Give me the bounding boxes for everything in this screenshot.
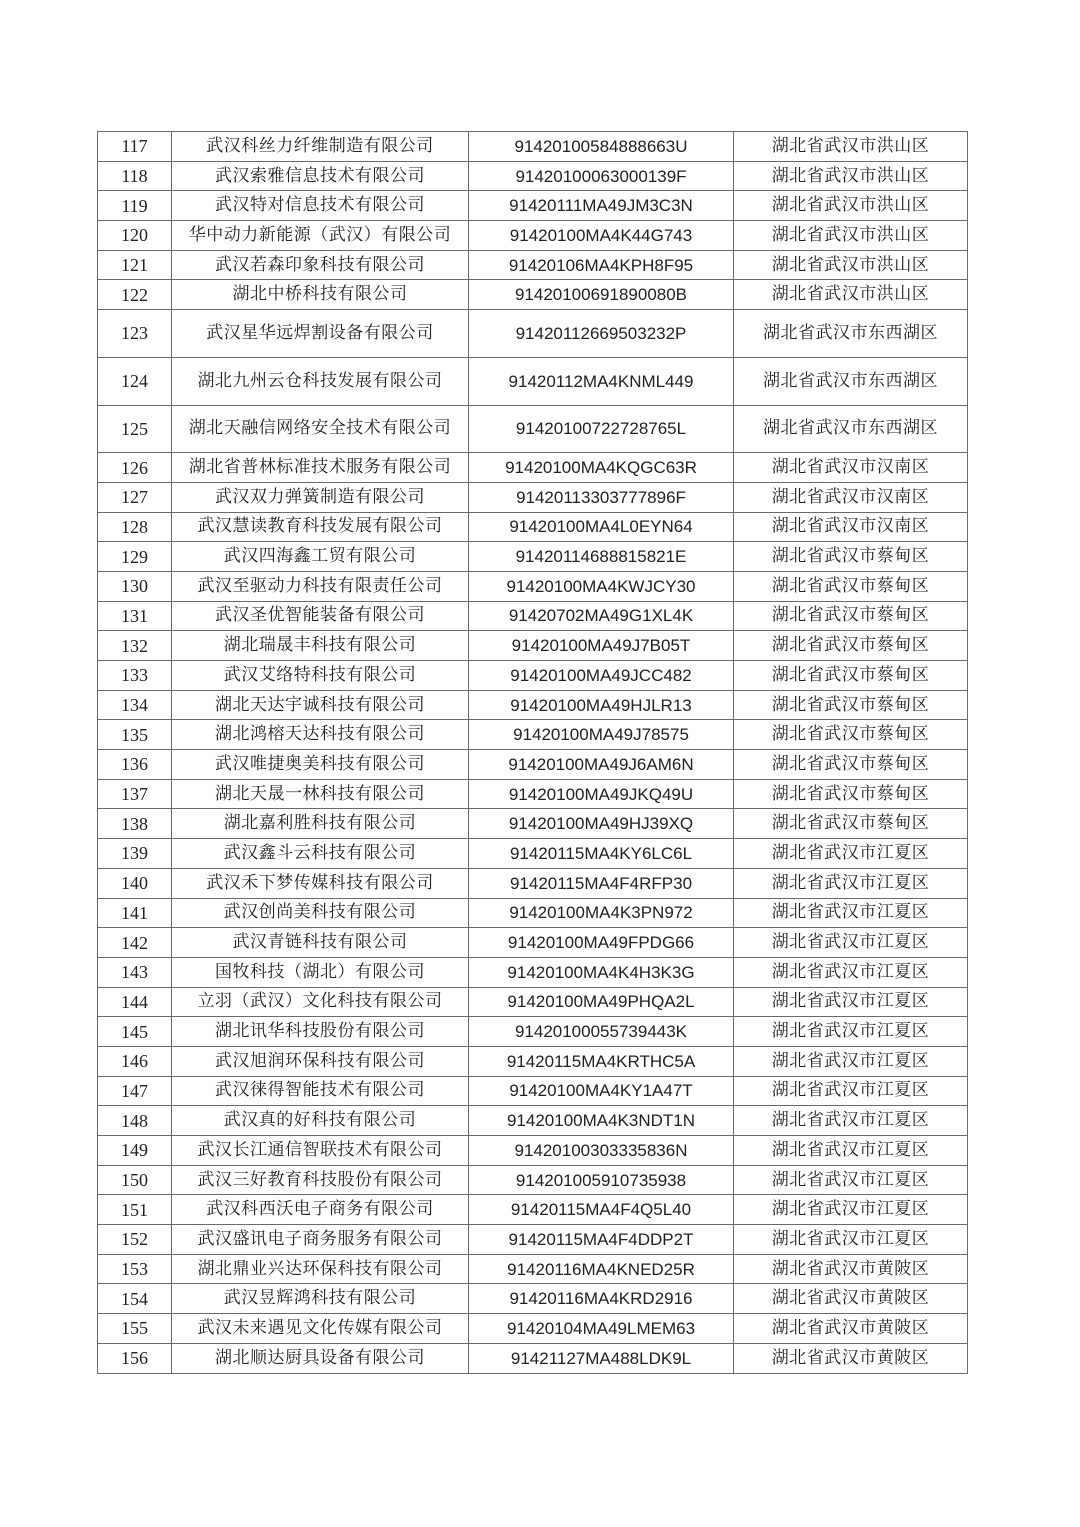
credit-code-cell: 91420111MA49JM3C3N bbox=[469, 191, 734, 221]
table-row bbox=[98, 482, 968, 512]
credit-code-cell: 91420100MA4KQGC63R bbox=[469, 453, 734, 483]
region-cell: 湖北省武汉市汉南区 bbox=[734, 482, 968, 512]
company-name-cell: 湖北鼎业兴达环保科技有限公司 bbox=[172, 1254, 469, 1284]
row-number-cell: 150 bbox=[98, 1165, 172, 1195]
region-cell: 湖北省武汉市黄陂区 bbox=[734, 1284, 968, 1314]
credit-code-cell: 91420100MA49JKQ49U bbox=[469, 779, 734, 809]
region-cell: 湖北省武汉市江夏区 bbox=[734, 1076, 968, 1106]
row-number-cell: 149 bbox=[98, 1136, 172, 1166]
region-cell: 湖北省武汉市洪山区 bbox=[734, 280, 968, 310]
row-number-cell: 133 bbox=[98, 661, 172, 691]
company-name-cell: 武汉双力弹簧制造有限公司 bbox=[172, 482, 469, 512]
region-cell: 湖北省武汉市蔡甸区 bbox=[734, 690, 968, 720]
company-name-cell: 武汉唯捷奥美科技有限公司 bbox=[172, 750, 469, 780]
company-name-cell: 武汉未来遇见文化传媒有限公司 bbox=[172, 1314, 469, 1344]
row-number-cell: 122 bbox=[98, 280, 172, 310]
row-number-cell: 128 bbox=[98, 512, 172, 542]
company-name-cell: 武汉索雅信息技术有限公司 bbox=[172, 161, 469, 191]
credit-code-cell: 91420115MA4F4RFP30 bbox=[469, 868, 734, 898]
table-row bbox=[98, 191, 968, 221]
table-row bbox=[98, 1136, 968, 1166]
credit-code-cell: 91420116MA4KNED25R bbox=[469, 1254, 734, 1284]
credit-code-cell: 91420100MA49PHQA2L bbox=[469, 987, 734, 1017]
table-row bbox=[98, 1046, 968, 1076]
table-row bbox=[98, 280, 968, 310]
region-cell: 湖北省武汉市江夏区 bbox=[734, 868, 968, 898]
region-cell: 湖北省武汉市江夏区 bbox=[734, 987, 968, 1017]
credit-code-cell: 91420100MA49HJ39XQ bbox=[469, 809, 734, 839]
table-row bbox=[98, 839, 968, 869]
row-number-cell: 126 bbox=[98, 453, 172, 483]
company-name-cell: 武汉旭润环保科技有限公司 bbox=[172, 1046, 469, 1076]
credit-code-cell: 914201005910735938 bbox=[469, 1165, 734, 1195]
row-number-cell: 137 bbox=[98, 779, 172, 809]
credit-code-cell: 91420115MA4KY6LC6L bbox=[469, 839, 734, 869]
credit-code-cell: 91420115MA4F4Q5L40 bbox=[469, 1195, 734, 1225]
table-row bbox=[98, 221, 968, 251]
row-number-cell: 145 bbox=[98, 1017, 172, 1047]
table-row bbox=[98, 1076, 968, 1106]
row-number-cell: 121 bbox=[98, 250, 172, 280]
table-row bbox=[98, 1314, 968, 1344]
table-row bbox=[98, 928, 968, 958]
table-row bbox=[98, 1284, 968, 1314]
table-row bbox=[98, 357, 968, 405]
row-number-cell: 124 bbox=[98, 357, 172, 405]
region-cell: 湖北省武汉市黄陂区 bbox=[734, 1254, 968, 1284]
region-cell: 湖北省武汉市汉南区 bbox=[734, 512, 968, 542]
row-number-cell: 127 bbox=[98, 482, 172, 512]
row-number-cell: 118 bbox=[98, 161, 172, 191]
row-number-cell: 139 bbox=[98, 839, 172, 869]
table-row bbox=[98, 1017, 968, 1047]
row-number-cell: 144 bbox=[98, 987, 172, 1017]
row-number-cell: 134 bbox=[98, 690, 172, 720]
region-cell: 湖北省武汉市蔡甸区 bbox=[734, 779, 968, 809]
company-name-cell: 武汉星华远焊割设备有限公司 bbox=[172, 310, 469, 358]
region-cell: 湖北省武汉市黄陂区 bbox=[734, 1314, 968, 1344]
region-cell: 湖北省武汉市蔡甸区 bbox=[734, 571, 968, 601]
table-body bbox=[98, 132, 968, 1374]
row-number-cell: 123 bbox=[98, 310, 172, 358]
credit-code-cell: 91420100MA4K3NDT1N bbox=[469, 1106, 734, 1136]
table-row bbox=[98, 405, 968, 453]
credit-code-cell: 91420100MA4KWJCY30 bbox=[469, 571, 734, 601]
credit-code-cell: 91420100MA4K44G743 bbox=[469, 221, 734, 251]
credit-code-cell: 91420100055739443K bbox=[469, 1017, 734, 1047]
credit-code-cell: 91420115MA4F4DDP2T bbox=[469, 1225, 734, 1255]
credit-code-cell: 91420100691890080B bbox=[469, 280, 734, 310]
table-row bbox=[98, 1254, 968, 1284]
company-name-cell: 湖北天达宇诚科技有限公司 bbox=[172, 690, 469, 720]
row-number-cell: 143 bbox=[98, 957, 172, 987]
table-row bbox=[98, 512, 968, 542]
region-cell: 湖北省武汉市汉南区 bbox=[734, 453, 968, 483]
row-number-cell: 132 bbox=[98, 631, 172, 661]
company-name-cell: 武汉科丝力纤维制造有限公司 bbox=[172, 132, 469, 162]
row-number-cell: 138 bbox=[98, 809, 172, 839]
credit-code-cell: 91420100MA49HJLR13 bbox=[469, 690, 734, 720]
region-cell: 湖北省武汉市江夏区 bbox=[734, 1195, 968, 1225]
company-name-cell: 湖北天融信网络安全技术有限公司 bbox=[172, 405, 469, 453]
company-name-cell: 湖北省普林标准技术服务有限公司 bbox=[172, 453, 469, 483]
company-name-cell: 武汉特对信息技术有限公司 bbox=[172, 191, 469, 221]
table-row bbox=[98, 542, 968, 572]
credit-code-cell: 91420100MA49J7B05T bbox=[469, 631, 734, 661]
company-name-cell: 武汉至驱动力科技有限责任公司 bbox=[172, 571, 469, 601]
row-number-cell: 125 bbox=[98, 405, 172, 453]
row-number-cell: 147 bbox=[98, 1076, 172, 1106]
company-name-cell: 武汉盛讯电子商务服务有限公司 bbox=[172, 1225, 469, 1255]
company-name-cell: 武汉禾下梦传媒科技有限公司 bbox=[172, 868, 469, 898]
credit-code-cell: 91420100303335836N bbox=[469, 1136, 734, 1166]
row-number-cell: 154 bbox=[98, 1284, 172, 1314]
credit-code-cell: 91420100722728765L bbox=[469, 405, 734, 453]
region-cell: 湖北省武汉市江夏区 bbox=[734, 928, 968, 958]
region-cell: 湖北省武汉市洪山区 bbox=[734, 221, 968, 251]
region-cell: 湖北省武汉市蔡甸区 bbox=[734, 809, 968, 839]
row-number-cell: 120 bbox=[98, 221, 172, 251]
credit-code-cell: 91420114688815821E bbox=[469, 542, 734, 572]
region-cell: 湖北省武汉市洪山区 bbox=[734, 250, 968, 280]
company-name-cell: 武汉徕得智能技术有限公司 bbox=[172, 1076, 469, 1106]
region-cell: 湖北省武汉市江夏区 bbox=[734, 1225, 968, 1255]
credit-code-cell: 91420116MA4KRD2916 bbox=[469, 1284, 734, 1314]
company-name-cell: 湖北嘉利胜科技有限公司 bbox=[172, 809, 469, 839]
row-number-cell: 153 bbox=[98, 1254, 172, 1284]
row-number-cell: 140 bbox=[98, 868, 172, 898]
table-row bbox=[98, 750, 968, 780]
credit-code-cell: 91420100MA4KY1A47T bbox=[469, 1076, 734, 1106]
company-name-cell: 立羽（武汉）文化科技有限公司 bbox=[172, 987, 469, 1017]
table-row bbox=[98, 898, 968, 928]
row-number-cell: 130 bbox=[98, 571, 172, 601]
credit-code-cell: 91420113303777896F bbox=[469, 482, 734, 512]
credit-code-cell: 91420702MA49G1XL4K bbox=[469, 601, 734, 631]
table-row bbox=[98, 250, 968, 280]
credit-code-cell: 91420100MA49J6AM6N bbox=[469, 750, 734, 780]
credit-code-cell: 91420100MA49FPDG66 bbox=[469, 928, 734, 958]
row-number-cell: 131 bbox=[98, 601, 172, 631]
region-cell: 湖北省武汉市洪山区 bbox=[734, 191, 968, 221]
company-name-cell: 武汉鑫斗云科技有限公司 bbox=[172, 839, 469, 869]
table-row bbox=[98, 957, 968, 987]
company-name-cell: 武汉真的好科技有限公司 bbox=[172, 1106, 469, 1136]
row-number-cell: 151 bbox=[98, 1195, 172, 1225]
row-number-cell: 141 bbox=[98, 898, 172, 928]
table-row bbox=[98, 453, 968, 483]
company-name-cell: 武汉青链科技有限公司 bbox=[172, 928, 469, 958]
table-row bbox=[98, 1225, 968, 1255]
credit-code-cell: 91420100MA49JCC482 bbox=[469, 661, 734, 691]
row-number-cell: 119 bbox=[98, 191, 172, 221]
credit-code-cell: 91420115MA4KRTHC5A bbox=[469, 1046, 734, 1076]
region-cell: 湖北省武汉市洪山区 bbox=[734, 132, 968, 162]
region-cell: 湖北省武汉市江夏区 bbox=[734, 1136, 968, 1166]
region-cell: 湖北省武汉市江夏区 bbox=[734, 1165, 968, 1195]
region-cell: 湖北省武汉市江夏区 bbox=[734, 957, 968, 987]
table-row bbox=[98, 1165, 968, 1195]
table-row bbox=[98, 571, 968, 601]
table-row bbox=[98, 132, 968, 162]
row-number-cell: 152 bbox=[98, 1225, 172, 1255]
company-name-cell: 武汉昱辉鸿科技有限公司 bbox=[172, 1284, 469, 1314]
company-name-cell: 湖北中桥科技有限公司 bbox=[172, 280, 469, 310]
company-name-cell: 武汉慧读教育科技发展有限公司 bbox=[172, 512, 469, 542]
region-cell: 湖北省武汉市蔡甸区 bbox=[734, 661, 968, 691]
table-row bbox=[98, 779, 968, 809]
row-number-cell: 129 bbox=[98, 542, 172, 572]
region-cell: 湖北省武汉市黄陂区 bbox=[734, 1343, 968, 1373]
company-name-cell: 武汉三好教育科技股份有限公司 bbox=[172, 1165, 469, 1195]
table-row bbox=[98, 987, 968, 1017]
company-name-cell: 武汉艾络特科技有限公司 bbox=[172, 661, 469, 691]
table-row bbox=[98, 601, 968, 631]
region-cell: 湖北省武汉市江夏区 bbox=[734, 1017, 968, 1047]
company-name-cell: 湖北天晟一林科技有限公司 bbox=[172, 779, 469, 809]
table-row bbox=[98, 690, 968, 720]
table-row bbox=[98, 809, 968, 839]
row-number-cell: 148 bbox=[98, 1106, 172, 1136]
table-row bbox=[98, 868, 968, 898]
table-row bbox=[98, 310, 968, 358]
region-cell: 湖北省武汉市东西湖区 bbox=[734, 310, 968, 358]
table-row bbox=[98, 1195, 968, 1225]
credit-code-cell: 91420100MA4K4H3K3G bbox=[469, 957, 734, 987]
region-cell: 湖北省武汉市蔡甸区 bbox=[734, 601, 968, 631]
row-number-cell: 142 bbox=[98, 928, 172, 958]
region-cell: 湖北省武汉市江夏区 bbox=[734, 1106, 968, 1136]
company-name-cell: 武汉创尚美科技有限公司 bbox=[172, 898, 469, 928]
credit-code-cell: 91420100063000139F bbox=[469, 161, 734, 191]
table-row bbox=[98, 631, 968, 661]
company-name-cell: 华中动力新能源（武汉）有限公司 bbox=[172, 221, 469, 251]
table-row bbox=[98, 1343, 968, 1373]
company-name-cell: 国牧科技（湖北）有限公司 bbox=[172, 957, 469, 987]
region-cell: 湖北省武汉市蔡甸区 bbox=[734, 720, 968, 750]
company-list-table bbox=[97, 131, 968, 1374]
region-cell: 湖北省武汉市东西湖区 bbox=[734, 405, 968, 453]
company-name-cell: 湖北鸿榕天达科技有限公司 bbox=[172, 720, 469, 750]
table-row bbox=[98, 661, 968, 691]
company-name-cell: 湖北九州云仓科技发展有限公司 bbox=[172, 357, 469, 405]
region-cell: 湖北省武汉市洪山区 bbox=[734, 161, 968, 191]
company-name-cell: 湖北顺达厨具设备有限公司 bbox=[172, 1343, 469, 1373]
table-row bbox=[98, 161, 968, 191]
row-number-cell: 117 bbox=[98, 132, 172, 162]
company-name-cell: 湖北讯华科技股份有限公司 bbox=[172, 1017, 469, 1047]
table-row bbox=[98, 1106, 968, 1136]
row-number-cell: 155 bbox=[98, 1314, 172, 1344]
credit-code-cell: 91420112MA4KNML449 bbox=[469, 357, 734, 405]
company-name-cell: 武汉圣优智能装备有限公司 bbox=[172, 601, 469, 631]
region-cell: 湖北省武汉市蔡甸区 bbox=[734, 750, 968, 780]
region-cell: 湖北省武汉市江夏区 bbox=[734, 1046, 968, 1076]
company-name-cell: 武汉四海鑫工贸有限公司 bbox=[172, 542, 469, 572]
credit-code-cell: 91420100MA4L0EYN64 bbox=[469, 512, 734, 542]
company-name-cell: 湖北瑞晟丰科技有限公司 bbox=[172, 631, 469, 661]
row-number-cell: 135 bbox=[98, 720, 172, 750]
credit-code-cell: 91420112669503232P bbox=[469, 310, 734, 358]
credit-code-cell: 91420100584888663U bbox=[469, 132, 734, 162]
region-cell: 湖北省武汉市江夏区 bbox=[734, 839, 968, 869]
region-cell: 湖北省武汉市蔡甸区 bbox=[734, 542, 968, 572]
region-cell: 湖北省武汉市江夏区 bbox=[734, 898, 968, 928]
credit-code-cell: 91420100MA4K3PN972 bbox=[469, 898, 734, 928]
credit-code-cell: 91420104MA49LMEM63 bbox=[469, 1314, 734, 1344]
company-name-cell: 武汉科西沃电子商务有限公司 bbox=[172, 1195, 469, 1225]
row-number-cell: 146 bbox=[98, 1046, 172, 1076]
table-row bbox=[98, 720, 968, 750]
region-cell: 湖北省武汉市蔡甸区 bbox=[734, 631, 968, 661]
credit-code-cell: 91421127MA488LDK9L bbox=[469, 1343, 734, 1373]
region-cell: 湖北省武汉市东西湖区 bbox=[734, 357, 968, 405]
row-number-cell: 136 bbox=[98, 750, 172, 780]
company-name-cell: 武汉长江通信智联技术有限公司 bbox=[172, 1136, 469, 1166]
credit-code-cell: 91420106MA4KPH8F95 bbox=[469, 250, 734, 280]
company-name-cell: 武汉若森印象科技有限公司 bbox=[172, 250, 469, 280]
credit-code-cell: 91420100MA49J78575 bbox=[469, 720, 734, 750]
row-number-cell: 156 bbox=[98, 1343, 172, 1373]
